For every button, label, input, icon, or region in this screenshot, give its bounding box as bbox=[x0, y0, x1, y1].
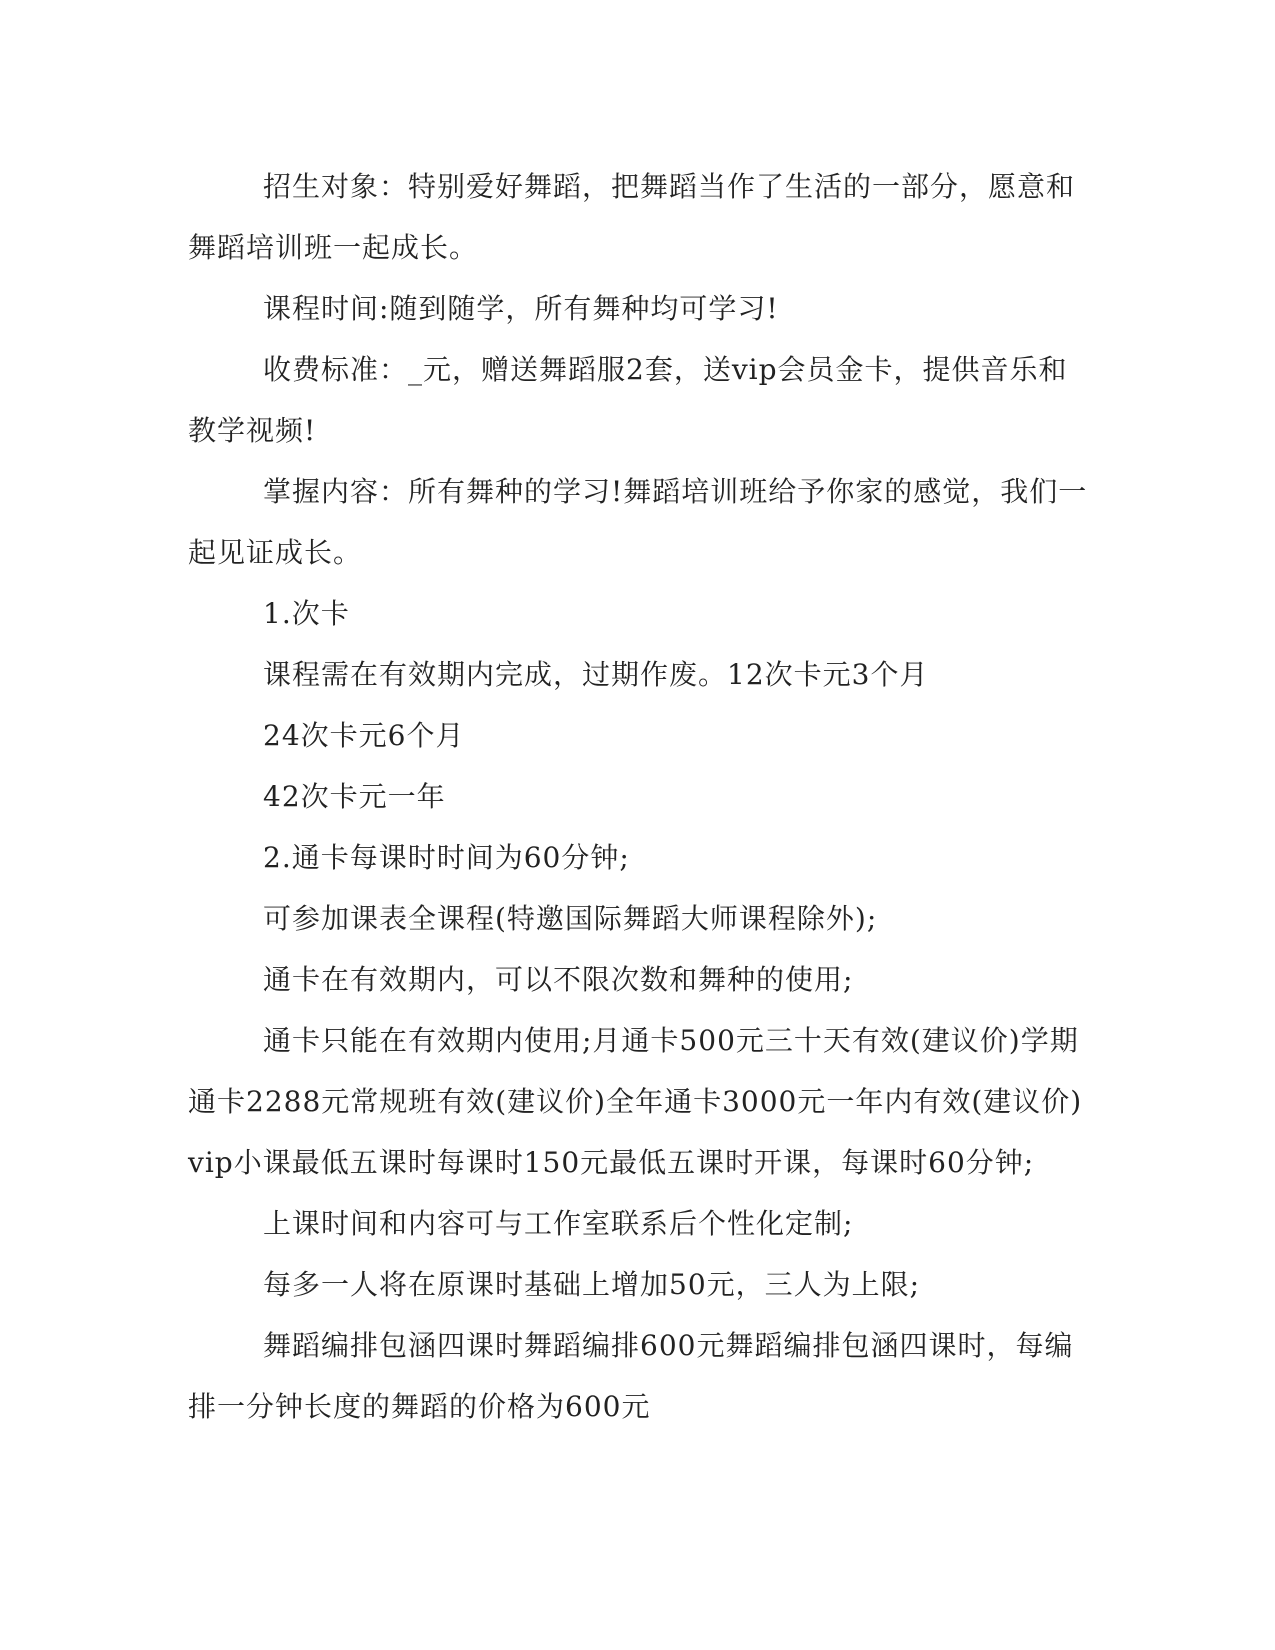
paragraph-pass-card-heading: 2.通卡每课时时间为60分钟; bbox=[263, 841, 630, 874]
paragraph-pass-card-prices: 通卡只能在有效期内使用;月通卡500元三十天有效(建议价)学期通卡2288元常规班有效(建议价)全年通卡3000元一年内有效(建议价)vip小课最低五课时每课时150元最低五课时开课，每课时60分钟; bbox=[188, 1024, 1083, 1179]
paragraph-extra-person: 每多一人将在原课时基础上增加50元，三人为上限; bbox=[263, 1268, 921, 1301]
paragraph-content-mastery: 掌握内容：所有舞种的学习!舞蹈培训班给予你家的感觉，我们一起见证成长。 bbox=[188, 475, 1088, 569]
paragraph-custom-schedule: 上课时间和内容可与工作室联系后个性化定制; bbox=[263, 1207, 854, 1240]
paragraph-session-card-heading: 1.次卡 bbox=[263, 597, 350, 630]
paragraph-pass-card-all-courses: 可参加课表全课程(特邀国际舞蹈大师课程除外); bbox=[263, 902, 878, 935]
paragraph-session-card-42: 42次卡元一年 bbox=[263, 780, 446, 813]
paragraph-session-card-24: 24次卡元6个月 bbox=[263, 719, 465, 752]
paragraph-pass-card-unlimited: 通卡在有效期内，可以不限次数和舞种的使用; bbox=[263, 963, 854, 996]
paragraph-enrollment-target: 招生对象：特别爱好舞蹈，把舞蹈当作了生活的一部分，愿意和舞蹈培训班一起成长。 bbox=[188, 170, 1076, 264]
paragraph-choreography: 舞蹈编排包涵四课时舞蹈编排600元舞蹈编排包涵四课时，每编排一分钟长度的舞蹈的价格为600元 bbox=[188, 1329, 1074, 1423]
paragraph-session-card-12: 课程需在有效期内完成，过期作废。12次卡元3个月 bbox=[263, 658, 929, 691]
paragraph-course-time: 课程时间:随到随学，所有舞种均可学习! bbox=[263, 292, 779, 325]
document-body bbox=[188, 156, 1088, 1437]
paragraph-fee-standard: 收费标准：_元，赠送舞蹈服2套，送vip会员金卡，提供音乐和教学视频! bbox=[188, 353, 1068, 447]
